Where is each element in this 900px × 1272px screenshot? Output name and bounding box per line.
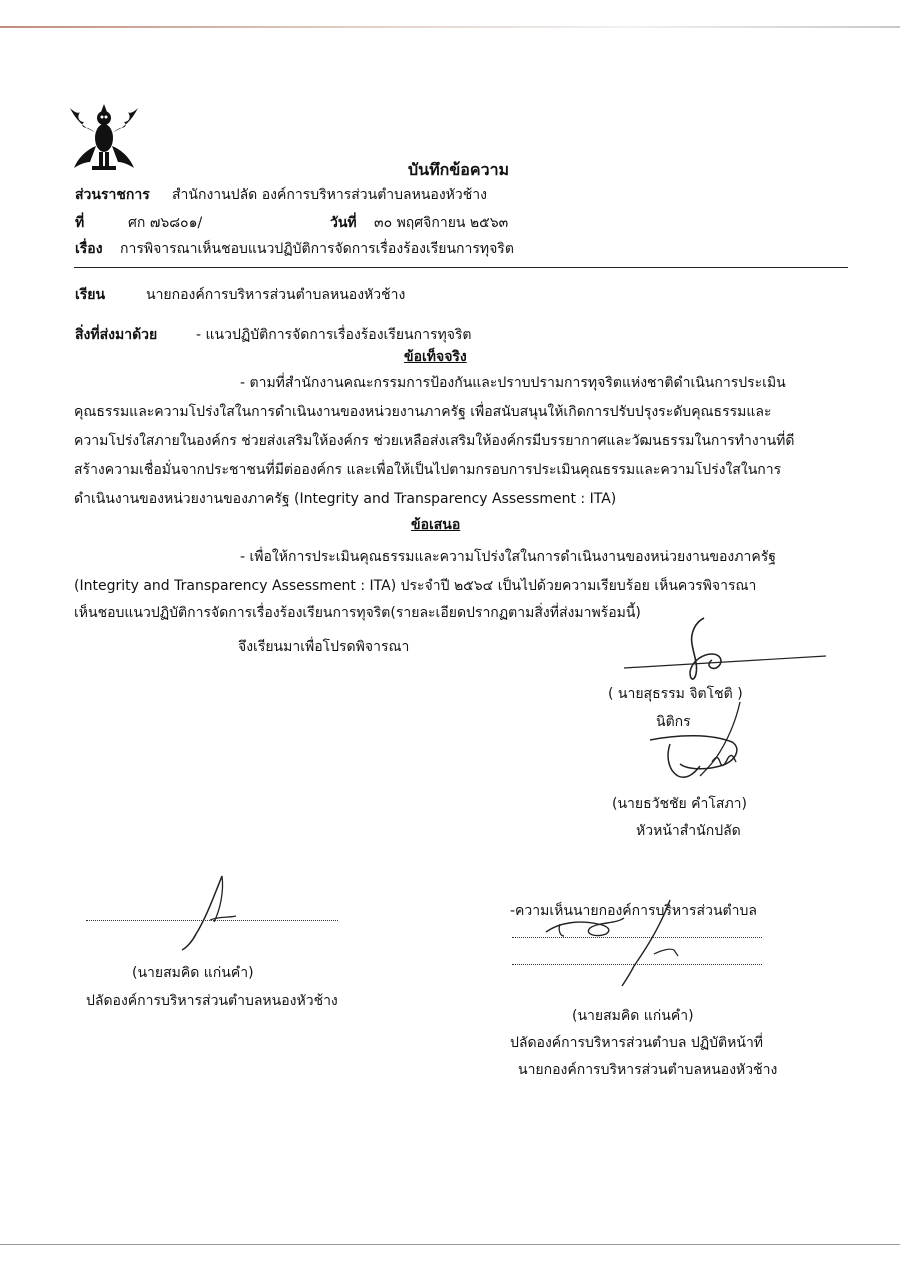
signature-3-icon bbox=[170, 872, 270, 952]
signature-4-icon bbox=[520, 896, 720, 991]
header-divider bbox=[74, 267, 848, 268]
scan-top-edge bbox=[0, 26, 900, 28]
opinion-signer-name: (นายสมคิด แก่นคำ) bbox=[572, 1008, 694, 1024]
subject-value: การพิจารณาเห็นชอบแนวปฏิบัติการจัดการเรื่องร้องเรียนการทุจริต bbox=[120, 241, 514, 257]
facts-line-2: คุณธรรมและความโปร่งใสในการดำเนินงานของหน่วยงานภาครัฐ เพื่อสนับสนุนให้เกิดการปรับปรุงระดับคุณธรรมและ bbox=[74, 404, 772, 420]
agency-label: ส่วนราชการ bbox=[75, 187, 150, 203]
agency-value: สำนักงานปลัด องค์การบริหารส่วนตำบลหนองหัวช้าง bbox=[172, 187, 487, 203]
ref-value: ศก ๗๖๘๐๑/ bbox=[128, 215, 203, 231]
ref-label: ที่ bbox=[75, 215, 85, 231]
facts-line-5: ดำเนินงานของหน่วยงานของภาครัฐ (Integrity and Transparency Assessment : ITA) bbox=[74, 491, 617, 507]
opinion-signer-position-1: ปลัดองค์การบริหารส่วนตำบล ปฏิบัติหน้าที่ bbox=[510, 1035, 764, 1051]
signature-1-icon bbox=[600, 610, 830, 690]
subject-label: เรื่อง bbox=[75, 241, 103, 257]
to-value: นายกองค์การบริหารส่วนตำบลหนองหัวช้าง bbox=[146, 287, 406, 303]
signature-2-icon bbox=[620, 700, 780, 790]
closing-text: จึงเรียนมาเพื่อโปรดพิจารณา bbox=[238, 639, 410, 655]
proposal-line-2: (Integrity and Transparency Assessment : ITA) ประจำปี ๒๕๖๔ เป็นไปด้วยความเรียบร้อย เห็นควรพิจารณา bbox=[74, 578, 757, 594]
signer-1-name: ( นายสุธรรม จิตโชติ ) bbox=[608, 686, 743, 702]
opinion-signer-position-2: นายกองค์การบริหารส่วนตำบลหนองหัวช้าง bbox=[518, 1062, 778, 1078]
to-label: เรียน bbox=[75, 287, 106, 303]
signer-3-position: ปลัดองค์การบริหารส่วนตำบลหนองหัวช้าง bbox=[86, 993, 338, 1009]
signer-1-position: นิติกร bbox=[656, 714, 691, 730]
facts-line-4: สร้างความเชื่อมั่นจากประชาชนที่มีต่อองค์กร และเพื่อให้เป็นไปตามกรอบการประเมินคุณธรรมและความโปร่งใสในการ bbox=[74, 462, 782, 478]
proposal-line-1: - เพื่อให้การประเมินคุณธรรมและความโปร่งใสในการดำเนินงานของหน่วยงานของภาครัฐ bbox=[240, 549, 776, 565]
facts-heading: ข้อเท็จจริง bbox=[404, 349, 467, 365]
enclosure-label: สิ่งที่ส่งมาด้วย bbox=[75, 327, 158, 343]
memo-title: บันทึกข้อความ bbox=[408, 160, 510, 179]
garuda-emblem-icon bbox=[66, 98, 142, 178]
date-label: วันที่ bbox=[330, 215, 357, 231]
proposal-heading: ข้อเสนอ bbox=[411, 517, 461, 533]
proposal-line-3: เห็นชอบแนวปฏิบัติการจัดการเรื่องร้องเรียนการทุจริต(รายละเอียดปรากฏตามสิ่งที่ส่งมาพร้อมนี้) bbox=[74, 605, 641, 621]
facts-line-1: - ตามที่สำนักงานคณะกรรมการป้องกันและปราบปรามการทุจริตแห่งชาติดำเนินการประเมิน bbox=[240, 375, 786, 391]
opinion-label: -ความเห็นนายกองค์การบริหารส่วนตำบล bbox=[510, 903, 757, 919]
scan-bottom-edge bbox=[0, 1244, 900, 1245]
signer-2-name: (นายธวัชชัย คำโสภา) bbox=[612, 796, 748, 812]
enclosure-value: - แนวปฏิบัติการจัดการเรื่องร้องเรียนการทุจริต bbox=[196, 327, 472, 343]
facts-line-3: ความโปร่งใสภายในองค์กร ช่วยส่งเสริมให้องค์กร ช่วยเหลือส่งเสริมให้องค์กรมีบรรยากาศและวัฒนธรรมในการทำงานที่ดี bbox=[74, 433, 795, 449]
signer-3-name: (นายสมคิด แก่นคำ) bbox=[132, 965, 254, 981]
date-value: ๓๐ พฤศจิกายน ๒๕๖๓ bbox=[374, 215, 509, 231]
signer-2-position: หัวหน้าสำนักปลัด bbox=[636, 823, 741, 839]
